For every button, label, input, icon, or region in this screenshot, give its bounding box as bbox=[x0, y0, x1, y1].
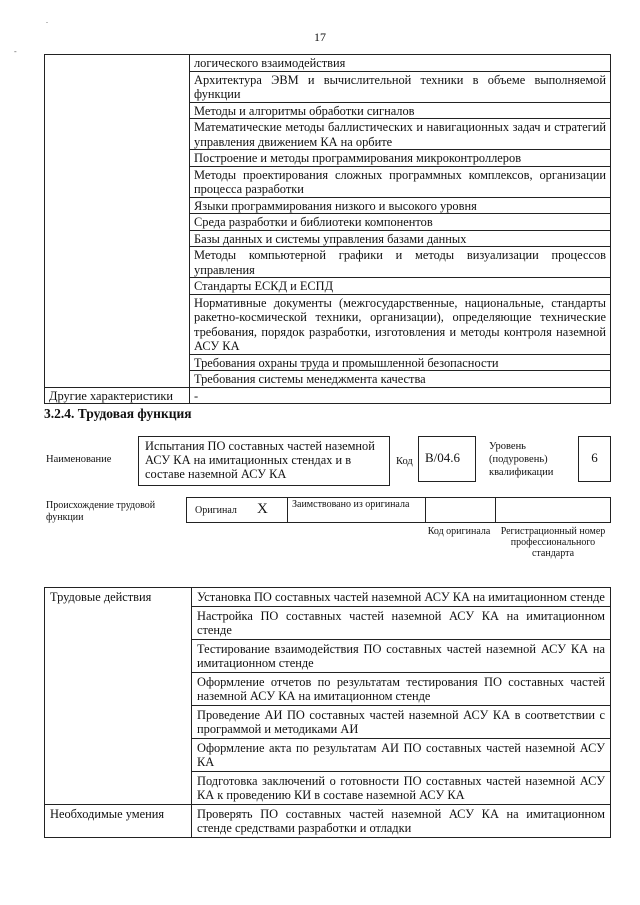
knowledge-table bbox=[44, 54, 611, 404]
knowledge-item-text: Методы проектирования сложных программных комплексов, организации процесса разработки bbox=[190, 166, 611, 197]
name-label: Наименование bbox=[46, 454, 112, 465]
labor-actions-table bbox=[44, 587, 611, 838]
knowledge-item-text: Нормативные документы (межгосударственные, национальные, стандарты ракетно-космической техники, организации), определяющие технические требования, порядок разработки, изготовления и методы контроля наземной АСУ КА bbox=[190, 294, 611, 354]
required-skill bbox=[45, 804, 611, 837]
registration-number-cell bbox=[495, 498, 610, 522]
labor-action-text: Оформление отчетов по результатам тестирования ПО составных частей наземной АСУ КА на имитационном стенде bbox=[192, 672, 611, 705]
labor-action-text: Подготовка заключений о готовности ПО составных частей наземной АСУ КА к проведению КИ в составе наземной АСУ КА bbox=[192, 771, 611, 804]
knowledge-item-text: Требования охраны труда и промышленной безопасности bbox=[190, 354, 611, 371]
knowledge-item-text: Требования системы менеджмента качества bbox=[190, 371, 611, 388]
labor-action-text: Настройка ПО составных частей наземной АСУ КА на имитационном стенде bbox=[192, 606, 611, 639]
original-label: Оригинал bbox=[195, 505, 237, 516]
section-heading: 3.2.4. Трудовая функция bbox=[44, 406, 192, 421]
knowledge-item-text: Базы данных и системы управления базами данных bbox=[190, 230, 611, 247]
borrowed-label: Заимствовано из оригинала bbox=[292, 499, 410, 510]
qualification-level: 6 bbox=[591, 450, 598, 465]
labor-action-text: Установка ПО составных частей наземной АСУ КА на имитационном стенде bbox=[192, 588, 611, 607]
labor-action-text: Тестирование взаимодействия ПО составных частей наземной АСУ КА на имитационном стенде bbox=[192, 639, 611, 672]
other-characteristics-row bbox=[45, 387, 611, 404]
code-box bbox=[418, 436, 476, 482]
knowledge-item bbox=[45, 55, 611, 72]
knowledge-item-text: Методы и алгоритмы обработки сигналов bbox=[190, 102, 611, 119]
code-label: Код bbox=[396, 456, 413, 467]
knowledge-item-text: Среда разработки и библиотеки компонентов bbox=[190, 214, 611, 231]
origin-label: Происхождение трудовой функции bbox=[46, 500, 156, 523]
margin-mark: - bbox=[14, 47, 17, 56]
knowledge-label bbox=[45, 55, 190, 388]
page-number: 17 bbox=[314, 30, 326, 44]
labor-action-text: Проведение АИ ПО составных частей наземной АСУ КА в соответствии с программой и методиками АИ bbox=[192, 705, 611, 738]
level-label: Уровень (подуровень) квалификации bbox=[489, 441, 554, 478]
required-skill-text: Проверять ПО составных частей наземной АСУ КА на имитационном стенде средствами разработки и отладки bbox=[192, 804, 611, 837]
function-name: Испытания ПО составных частей наземной АСУ КА на имитационных стендах и в составе наземной АСУ КА bbox=[145, 439, 375, 481]
other-characteristics-value: - bbox=[190, 387, 611, 404]
knowledge-item-text: Методы компьютерной графики и методы визуализации процессов управления bbox=[190, 247, 611, 278]
original-checkmark: X bbox=[257, 501, 268, 517]
margin-mark: . bbox=[46, 16, 48, 25]
knowledge-item-text: Языки программирования низкого и высокого уровня bbox=[190, 197, 611, 214]
origin-row bbox=[186, 497, 611, 523]
labor-action-text: Оформление акта по результатам АИ ПО составных частей наземной АСУ КА bbox=[192, 738, 611, 771]
required-skills-label: Необходимые умения bbox=[45, 804, 192, 837]
knowledge-item-text: Построение и методы программирования микроконтроллеров bbox=[190, 150, 611, 167]
knowledge-item-text: логического взаимодействия bbox=[190, 55, 611, 72]
other-characteristics-label: Другие характеристики bbox=[45, 387, 190, 404]
level-box bbox=[578, 436, 611, 482]
knowledge-item-text: Архитектура ЭВМ и вычислительной техники в объеме выполняемой функции bbox=[190, 71, 611, 102]
labor-action bbox=[45, 588, 611, 607]
knowledge-item-text: Математические методы баллистических и навигационных задач и стратегий управления движением КА на орбите bbox=[190, 119, 611, 150]
registration-number-caption: Регистрационный номер профессионального стандарта bbox=[500, 526, 606, 559]
labor-actions-label: Трудовые действия bbox=[45, 588, 192, 805]
name-box bbox=[138, 436, 390, 486]
original-code-caption: Код оригинала bbox=[427, 526, 491, 537]
original-code-cell bbox=[425, 498, 496, 522]
function-code: B/04.6 bbox=[425, 450, 461, 465]
knowledge-item-text: Стандарты ЕСКД и ЕСПД bbox=[190, 278, 611, 295]
